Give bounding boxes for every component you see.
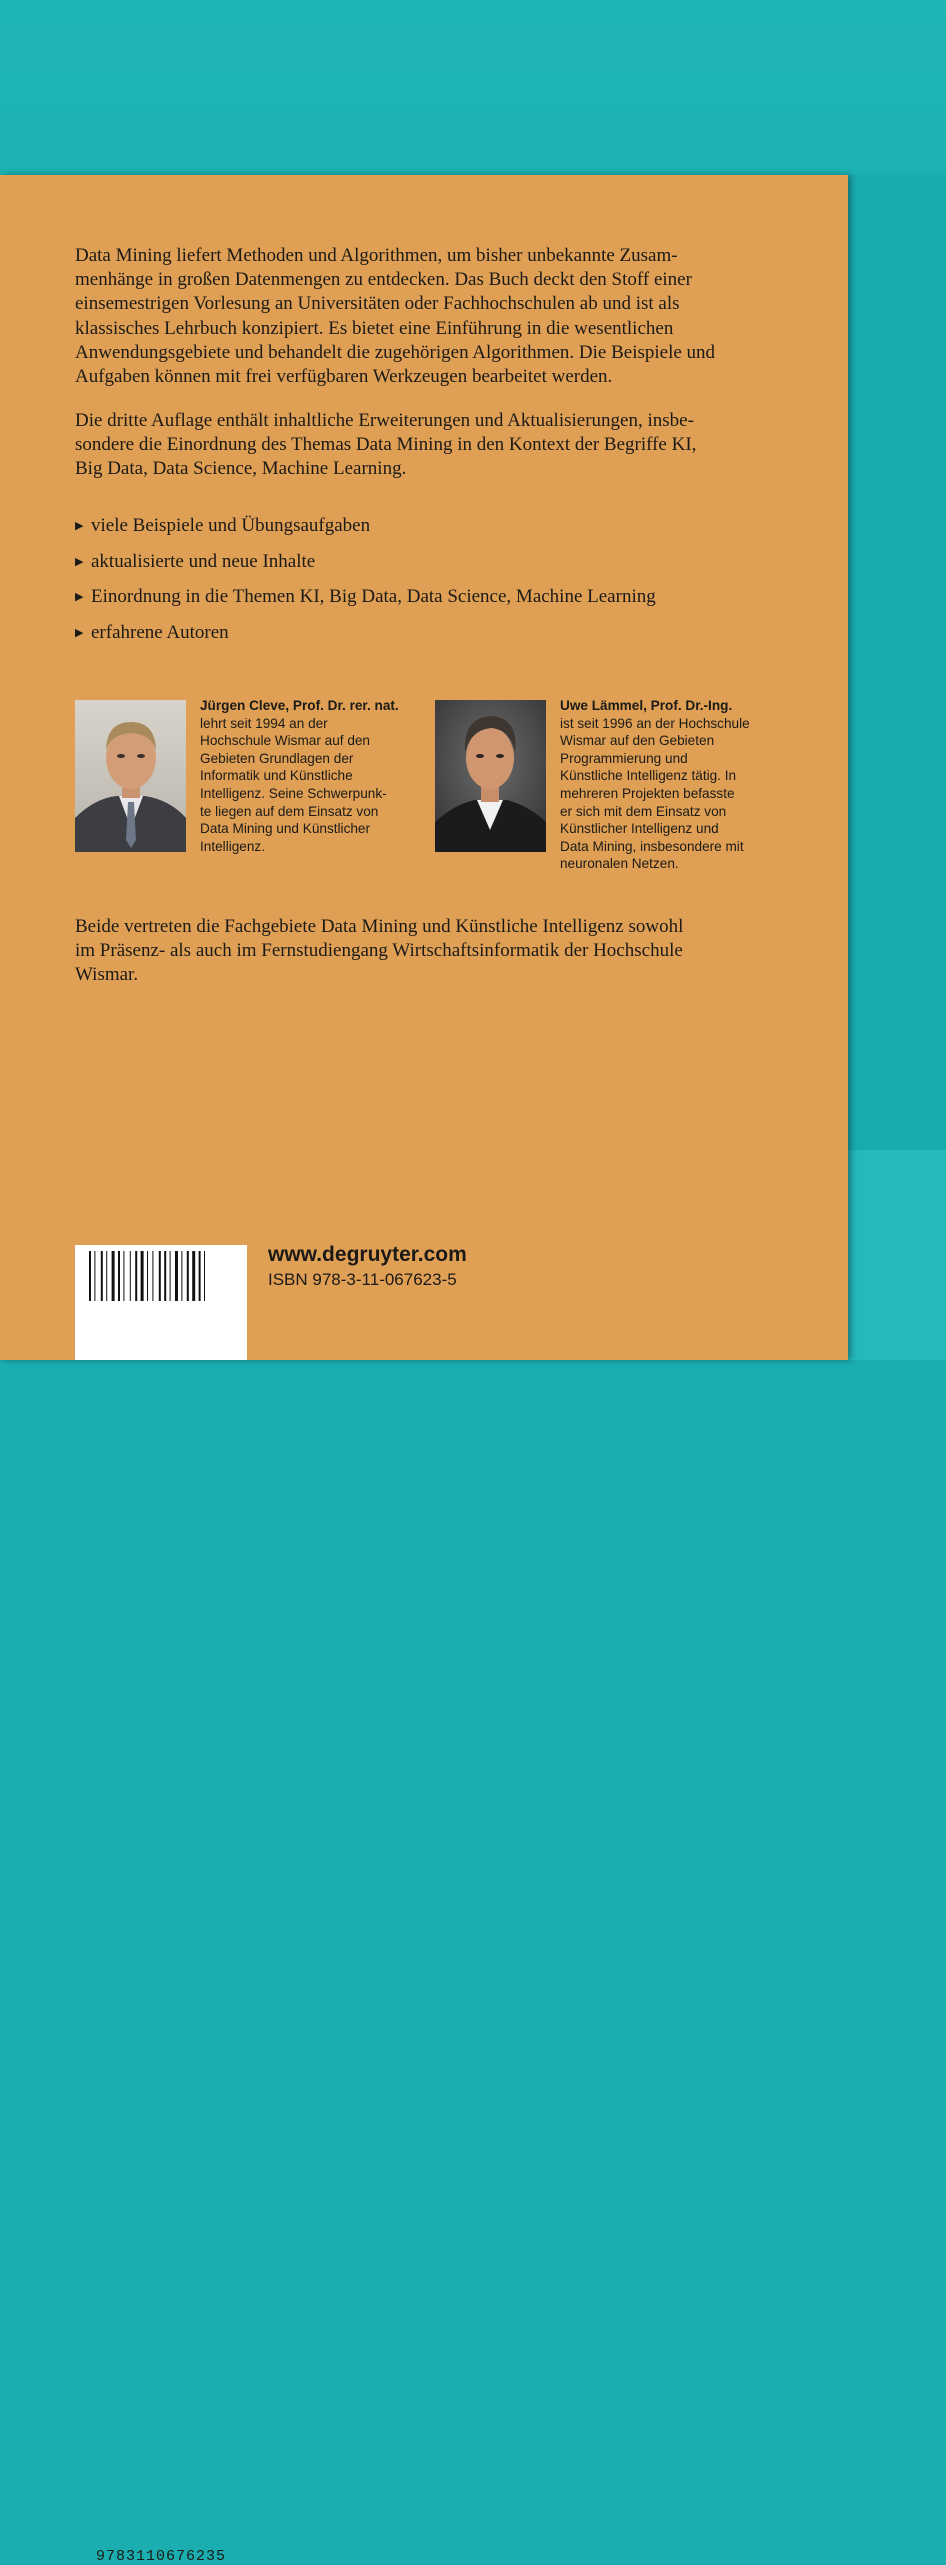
author-bio-line: Intelligenz. Seine Schwerpunk- (200, 785, 387, 801)
triangle-bullet-icon: ▶ (75, 555, 84, 568)
author-bio-line: Hochschule Wismar auf den (200, 733, 370, 749)
author-bio-line: Programmierung und (560, 750, 688, 766)
author-bio-line: lehrt seit 1994 an der (200, 715, 328, 731)
feature-label: Einordnung in die Themen KI, Big Data, Data Science, Machine Learning (91, 586, 656, 607)
description-line: Die dritte Auflage enthält inhaltliche Erweiterungen und Aktualisierungen, insbe- (75, 410, 694, 431)
author-photo-cleve (75, 700, 186, 852)
author-bio-line: Künstlicher Intelligenz und (560, 821, 719, 837)
author-bio-laemmel (560, 697, 782, 873)
description-line: Data Mining liefert Methoden und Algorithmen, um bisher unbekannte Zusam- (75, 245, 678, 266)
description-line: sondere die Einordnung des Themas Data Mining in den Kontext der Begriffe KI, (75, 434, 697, 456)
author-bio-line: ist seit 1996 an der Hochschule (560, 715, 750, 731)
description-paragraph-2 (75, 409, 775, 482)
author-photo-laemmel (435, 700, 546, 852)
triangle-bullet-icon: ▶ (75, 626, 84, 639)
triangle-bullet-icon: ▶ (75, 591, 84, 603)
author-name: Uwe Lämmel, Prof. Dr.-Ing. (560, 698, 733, 713)
author-name: Jürgen Cleve, Prof. Dr. rer. nat. (200, 698, 399, 713)
teal-back-cover-strip-lower (848, 1150, 946, 1360)
feature-item (75, 585, 795, 621)
isbn-label: ISBN 978-3-11-067623-5 (268, 1270, 457, 1289)
description-line: Aufgaben können mit frei verfügbaren Werkzeugen bearbeitet werden. (75, 366, 613, 388)
barcode-digits: 9783110676235 (95, 2548, 227, 2565)
author-bio-line: Künstliche Intelligenz tätig. In (560, 768, 737, 784)
feature-item (75, 550, 795, 586)
feature-list (75, 514, 795, 656)
author-bio-cleve (200, 697, 420, 855)
publisher-website[interactable]: www.degruyter.com (268, 1243, 467, 1266)
description-line: Anwendungsgebiete und behandelt die zugehörigen Algorithmen. Die Beispiele und (75, 341, 716, 363)
description-paragraph-1 (75, 244, 775, 389)
closing-paragraph (75, 915, 775, 988)
description-line: Big Data, Data Science, Machine Learning. (75, 458, 407, 480)
author-bio-line: Data Mining und Künstlicher (200, 821, 371, 837)
feature-item (75, 514, 795, 550)
barcode-bars-icon (75, 1245, 247, 1360)
closing-line: Beide vertreten die Fachgebiete Data Mining und Künstliche Intelligenz sowohl (75, 916, 684, 937)
description-line: einsemestrigen Vorlesung an Universitäten oder Fachhochschulen ab und ist als (75, 293, 680, 315)
description-line: klassisches Lehrbuch konzipiert. Es bietet eine Einführung in die wesentlichen (75, 317, 674, 339)
author-bio-line: Informatik und Künstliche (200, 768, 353, 784)
author-bio-line: te liegen auf dem Einsatz von (200, 803, 379, 819)
triangle-bullet-icon: ▶ (75, 520, 84, 532)
isbn-barcode (75, 1245, 247, 2565)
author-bio-line: Gebieten Grundlagen der (200, 750, 354, 766)
author-bio-line: mehreren Projekten befasste (560, 785, 735, 801)
author-bio-line: Data Mining, insbesondere mit (560, 838, 744, 854)
feature-item (75, 621, 795, 657)
feature-label: erfahrene Autoren (91, 621, 229, 643)
feature-label: viele Beispiele und Übungsaufgaben (91, 515, 371, 536)
closing-line: Wismar. (75, 964, 139, 986)
author-bio-line: Wismar auf den Gebieten (560, 733, 715, 749)
feature-label: aktualisierte und neue Inhalte (91, 550, 316, 572)
author-bio-line: Intelligenz. (200, 838, 265, 854)
closing-line: im Präsenz- als auch im Fernstudiengang Wirtschaftsinformatik der Hochschule (75, 940, 683, 962)
author-bio-line: er sich mit dem Einsatz von (560, 803, 727, 819)
author-bio-line: neuronalen Netzen. (560, 856, 679, 872)
description-line: menhänge in großen Datenmengen zu entdecken. Das Buch deckt den Stoff einer (75, 269, 692, 291)
